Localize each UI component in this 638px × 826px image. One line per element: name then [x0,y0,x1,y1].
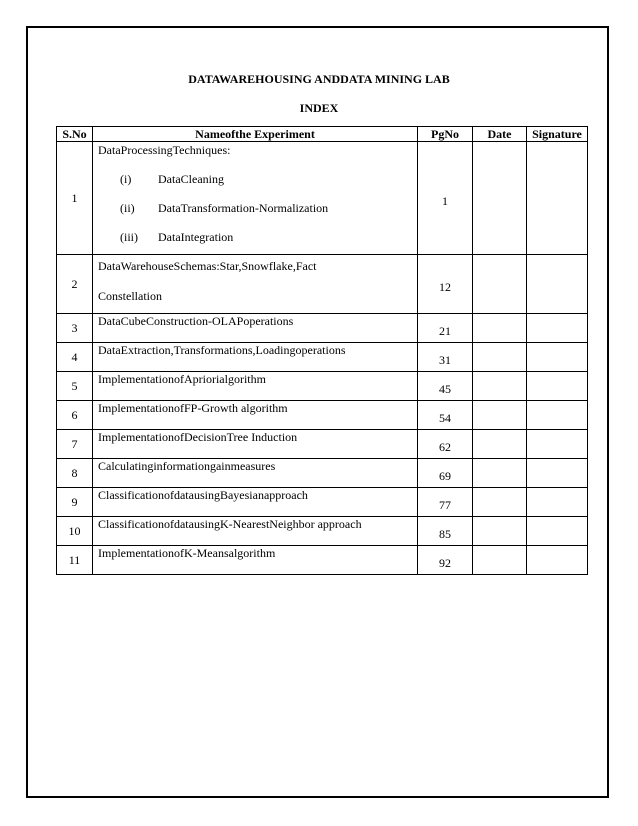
header-sno: S.No [57,127,93,142]
signature-cell [527,517,588,546]
table-row [57,142,588,255]
table-row [57,517,588,546]
date-cell [473,546,527,575]
table-header-row [57,127,588,142]
experiment-name-cell: DataExtraction,Transformations,Loadingoperations [93,343,418,372]
sno-cell: 8 [57,459,93,488]
date-cell [473,255,527,314]
header-experiment-name: Nameofthe Experiment [93,127,418,142]
experiment-name: DataProcessingTechniques: [98,143,231,157]
date-cell [473,314,527,343]
date-cell [473,430,527,459]
sno-cell: 4 [57,343,93,372]
date-cell [473,372,527,401]
signature-cell [527,459,588,488]
page-no-cell: 45 [418,372,473,401]
signature-cell [527,430,588,459]
page-no-cell: 21 [418,314,473,343]
page-no-cell: 31 [418,343,473,372]
date-cell [473,488,527,517]
table-row [57,430,588,459]
page-no-cell: 1 [418,142,473,255]
signature-cell [527,314,588,343]
experiment-name: DataWarehouseSchemas:Star,Snowflake,Fact [98,259,317,273]
page-no-cell: 77 [418,488,473,517]
sub-item [98,201,417,215]
page-no-cell: 12 [418,255,473,314]
date-cell [473,459,527,488]
sub-item-text: DataTransformation-Normalization [158,201,329,215]
sno-cell: 3 [57,314,93,343]
date-cell [473,343,527,372]
sub-item-number: (i) [120,172,132,186]
header-page-no: PgNo [418,127,473,142]
date-cell [473,517,527,546]
document-title: DATAWAREHOUSING ANDDATA MINING LAB [188,72,450,86]
table-row [57,488,588,517]
page-no-cell: 54 [418,401,473,430]
table-row [57,343,588,372]
sub-item [98,172,417,186]
signature-cell [527,401,588,430]
experiment-name-cell [93,255,418,314]
sub-item-text: DataIntegration [158,230,234,244]
experiment-name-cell: ClassificationofdatausingK-NearestNeighbor approach [93,517,418,546]
experiment-name-continuation: Constellation [98,289,162,303]
sno-cell: 5 [57,372,93,401]
signature-cell [527,255,588,314]
sub-item-text: DataCleaning [158,172,224,186]
experiment-name-cell: Calculatinginformationgainmeasures [93,459,418,488]
page-no-cell: 62 [418,430,473,459]
date-cell [473,401,527,430]
sno-cell: 11 [57,546,93,575]
sno-cell: 2 [57,255,93,314]
experiment-name-cell: ImplementationofFP-Growth algorithm [93,401,418,430]
table-row [57,459,588,488]
table-row [57,314,588,343]
table-row [57,372,588,401]
sub-item-number: (ii) [120,201,135,215]
sno-cell: 7 [57,430,93,459]
experiment-name-cell: ClassificationofdatausingBayesianapproach [93,488,418,517]
signature-cell [527,372,588,401]
index-table [56,126,588,575]
sub-item [98,230,417,244]
sno-cell: 1 [57,142,93,255]
page-no-cell: 92 [418,546,473,575]
header-signature: Signature [527,127,588,142]
signature-cell [527,488,588,517]
experiment-name-cell: DataCubeConstruction-OLAPoperations [93,314,418,343]
experiment-name-cell [93,142,418,255]
table-row [57,255,588,314]
signature-cell [527,142,588,255]
signature-cell [527,343,588,372]
sno-cell: 9 [57,488,93,517]
sno-cell: 10 [57,517,93,546]
date-cell [473,142,527,255]
signature-cell [527,546,588,575]
experiment-name-cell: ImplementationofK-Meansalgorithm [93,546,418,575]
experiment-name-cell: ImplementationofDecisionTree Induction [93,430,418,459]
sno-cell: 6 [57,401,93,430]
experiment-name-cell: ImplementationofApriorialgorithm [93,372,418,401]
header-date: Date [473,127,527,142]
index-heading: INDEX [299,101,339,115]
page-no-cell: 69 [418,459,473,488]
sub-item-number: (iii) [120,230,138,244]
page-no-cell: 85 [418,517,473,546]
table-row [57,546,588,575]
table-row [57,401,588,430]
